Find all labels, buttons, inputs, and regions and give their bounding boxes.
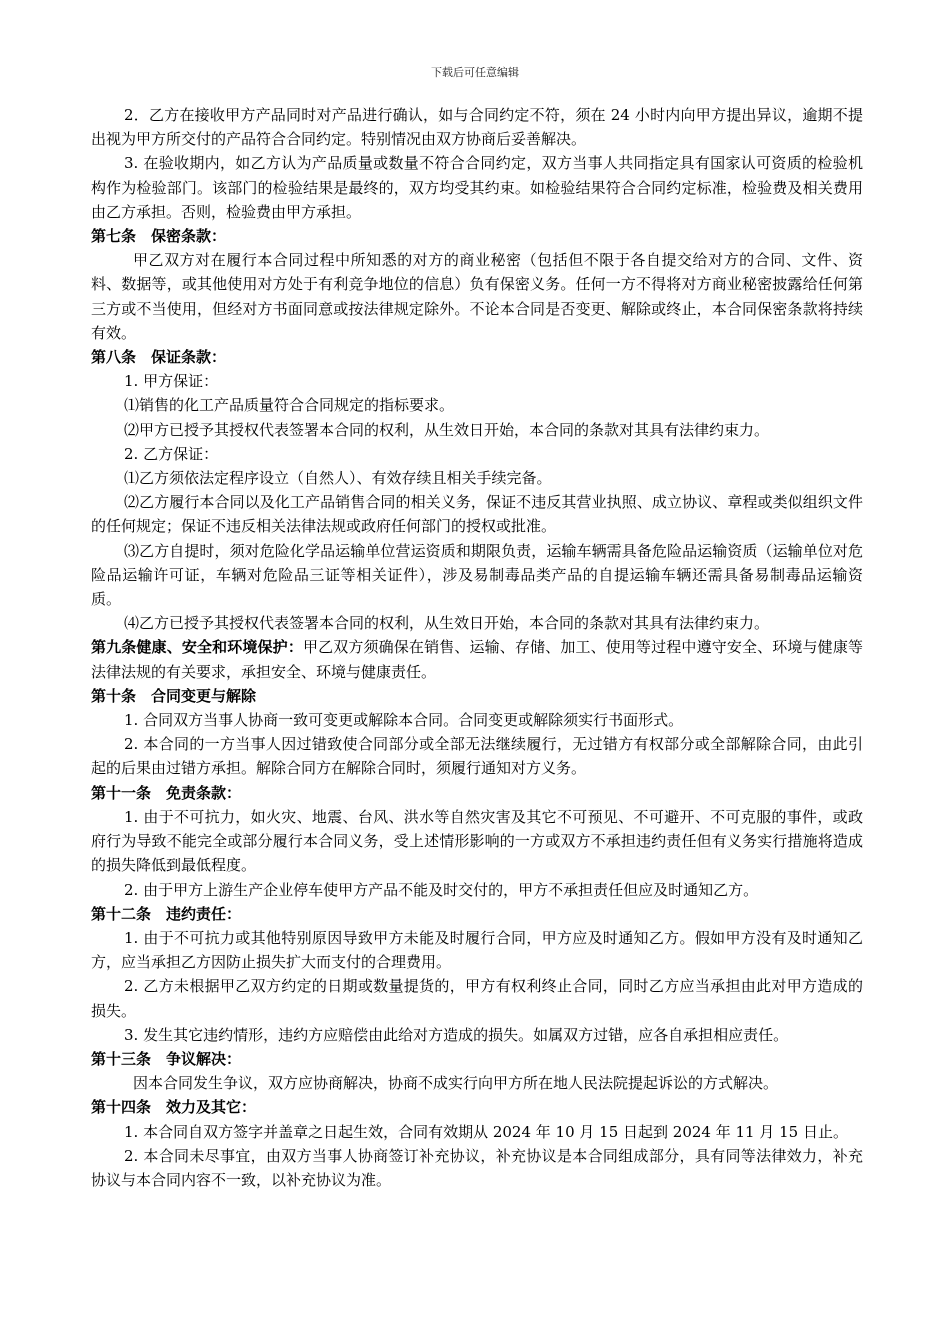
- section-number: 第十一条: [91, 783, 152, 802]
- section-number: 第九条: [91, 638, 137, 657]
- paragraph: ⑶乙方自提时，须对危险化学品运输单位营运资质和期限负责，运输车辆需具备危险品运输资质（运输单位对危险品运输许可证，车辆对危险品三证等相关证件），涉及易制毒品类产品的自提运输车辆还需具备易制毒品运输资质。: [91, 541, 863, 609]
- paragraph: 2. 本合同未尽事宜，由双方当事人协商签订补充协议，补充协议是本合同组成部分，具有同等法律效力，补充协议与本合同内容不一致，以补充协议为准。: [91, 1146, 863, 1189]
- section-number: 第十三条: [91, 1049, 152, 1068]
- paragraph: 3. 发生其它违约情形，违约方应赔偿由此给对方造成的损失。如属双方过错，应各自承担相应责任。: [124, 1025, 789, 1044]
- paragraph: 甲乙双方对在履行本合同过程中所知悉的对方的商业秘密（包括但不限于各自提交给对方的合同、文件、资料、数据等，或其他使用对方处于有利竞争地位的信息）负有保密义务。任何一方不得将对方商业秘密披露给任何第三方或不当使用，但经对方书面同意或按法律规定除外。不论本合同是否变更、解除或终止，本合同保密条款将持续有效。: [91, 251, 863, 342]
- section-title: 效力及其它：: [166, 1098, 257, 1117]
- paragraph: 1. 由于不可抗力，如火灾、地震、台风、洪水等自然灾害及其它不可预见、不可避开、不可克服的事件，或政府行为导致不能完全或部分履行本合同义务，受上述情形影响的一方或双方不承担违约责任但有义务实行措施将造成的损失降低到最低程度。: [91, 807, 863, 875]
- section-title: 合同变更与解除: [151, 686, 257, 705]
- paragraph: 2. 本合同的一方当事人因过错致使合同部分或全部无法继续履行，无过错方有权部分或全部解除合同，由此引起的后果由过错方承担。解除合同方在解除合同时，须履行通知对方义务。: [91, 735, 863, 778]
- paragraph: 1. 甲方保证：: [124, 372, 219, 391]
- paragraph: ⑵甲方已授予其授权代表签署本合同的权利，从生效日开始，本合同的条款对其具有法律约束力。: [124, 420, 770, 439]
- section-heading: [91, 224, 863, 248]
- section-number: 第十条: [91, 686, 137, 705]
- section-heading: [91, 781, 863, 805]
- section-number: 第十二条: [91, 904, 152, 923]
- paragraph: ⑵乙方履行本合同以及化工产品销售合同的相关义务，保证不违反其营业执照、成立协议、章程或类似组织文件的任何规定；保证不违反相关法律法规或政府任何部门的授权或批准。: [91, 493, 863, 536]
- section-heading: [91, 345, 863, 369]
- paragraph: ⑴销售的化工产品质量符合合同规定的指标要求。: [124, 396, 455, 415]
- paragraph: 3. 在验收期内，如乙方认为产品质量或数量不符合合同约定，双方当事人共同指定具有国家认可资质的检验机构作为检验部门。该部门的检验结果是最终的，双方均受其约束。如检验结果符合合同约定标准，检验费及相关费用由乙方承担。否则，检验费由甲方承担。: [91, 154, 863, 221]
- paragraph: 2. 乙方保证：: [124, 444, 219, 463]
- contract-body: [91, 103, 863, 1192]
- paragraph: 2. 由于甲方上游生产企业停车使甲方产品不能及时交付的，甲方不承担责任但应及时通知乙方。: [124, 880, 759, 899]
- paragraph: 2. 乙方未根据甲乙双方约定的日期或数量提货的，甲方有权利终止合同，同时乙方应当承担由此对甲方造成的损失。: [91, 977, 863, 1020]
- section-title: 违约责任：: [166, 904, 242, 923]
- section-number: 第七条: [91, 227, 137, 246]
- section-title: 健康、安全和环境保护：: [136, 638, 303, 657]
- paragraph: 1. 由于不可抗力或其他特别原因导致甲方未能及时履行合同，甲方应及时通知乙方。假如甲方没有及时通知乙方，应当承担乙方因防止损失扩大而支付的合理费用。: [91, 928, 863, 972]
- section-title: 争议解决：: [166, 1049, 242, 1068]
- page-header: 下载后可任意编辑: [431, 66, 519, 79]
- section-heading-inline: [91, 635, 863, 683]
- section-heading: [91, 902, 863, 926]
- section-number: 第八条: [91, 348, 137, 367]
- section-text: 甲乙双方须确保在销售、运输、存储、加工、使用等过程中遵守安全、环境与健康等法律法规的有关要求，承担安全、环境与健康责任。: [91, 638, 863, 681]
- paragraph: 2．乙方在接收甲方产品同时对产品进行确认，如与合同约定不符，须在 24 小时内向甲方提出异议，逾期不提出视为甲方所交付的产品符合合同约定。特别情况由双方协商后妥善解决。: [91, 106, 863, 149]
- paragraph: ⑷乙方已授予其授权代表签署本合同的权利，从生效日开始，本合同的条款对其具有法律约束力。: [124, 614, 770, 633]
- section-title: 保密条款：: [151, 227, 227, 246]
- paragraph: 因本合同发生争议，双方应协商解决，协商不成实行向甲方所在地人民法院提起诉讼的方式解决。: [133, 1074, 779, 1093]
- section-heading: [91, 1095, 863, 1119]
- paragraph: 1. 合同双方当事人协商一致可变更或解除本合同。合同变更或解除须实行书面形式。: [124, 711, 684, 730]
- section-title: 免责条款：: [166, 783, 242, 802]
- section-title: 保证条款：: [151, 348, 227, 367]
- section-number: 第十四条: [91, 1098, 152, 1117]
- paragraph: 1. 本合同自双方签字并盖章之日起生效，合同有效期从 2024 年 10 月 15 日起到 2024 年 11 月 15 日止。: [124, 1122, 848, 1141]
- section-heading: [91, 1047, 863, 1071]
- section-heading: [91, 684, 863, 708]
- paragraph: ⑴乙方须依法定程序设立（自然人）、有效存续且相关手续完备。: [124, 469, 552, 488]
